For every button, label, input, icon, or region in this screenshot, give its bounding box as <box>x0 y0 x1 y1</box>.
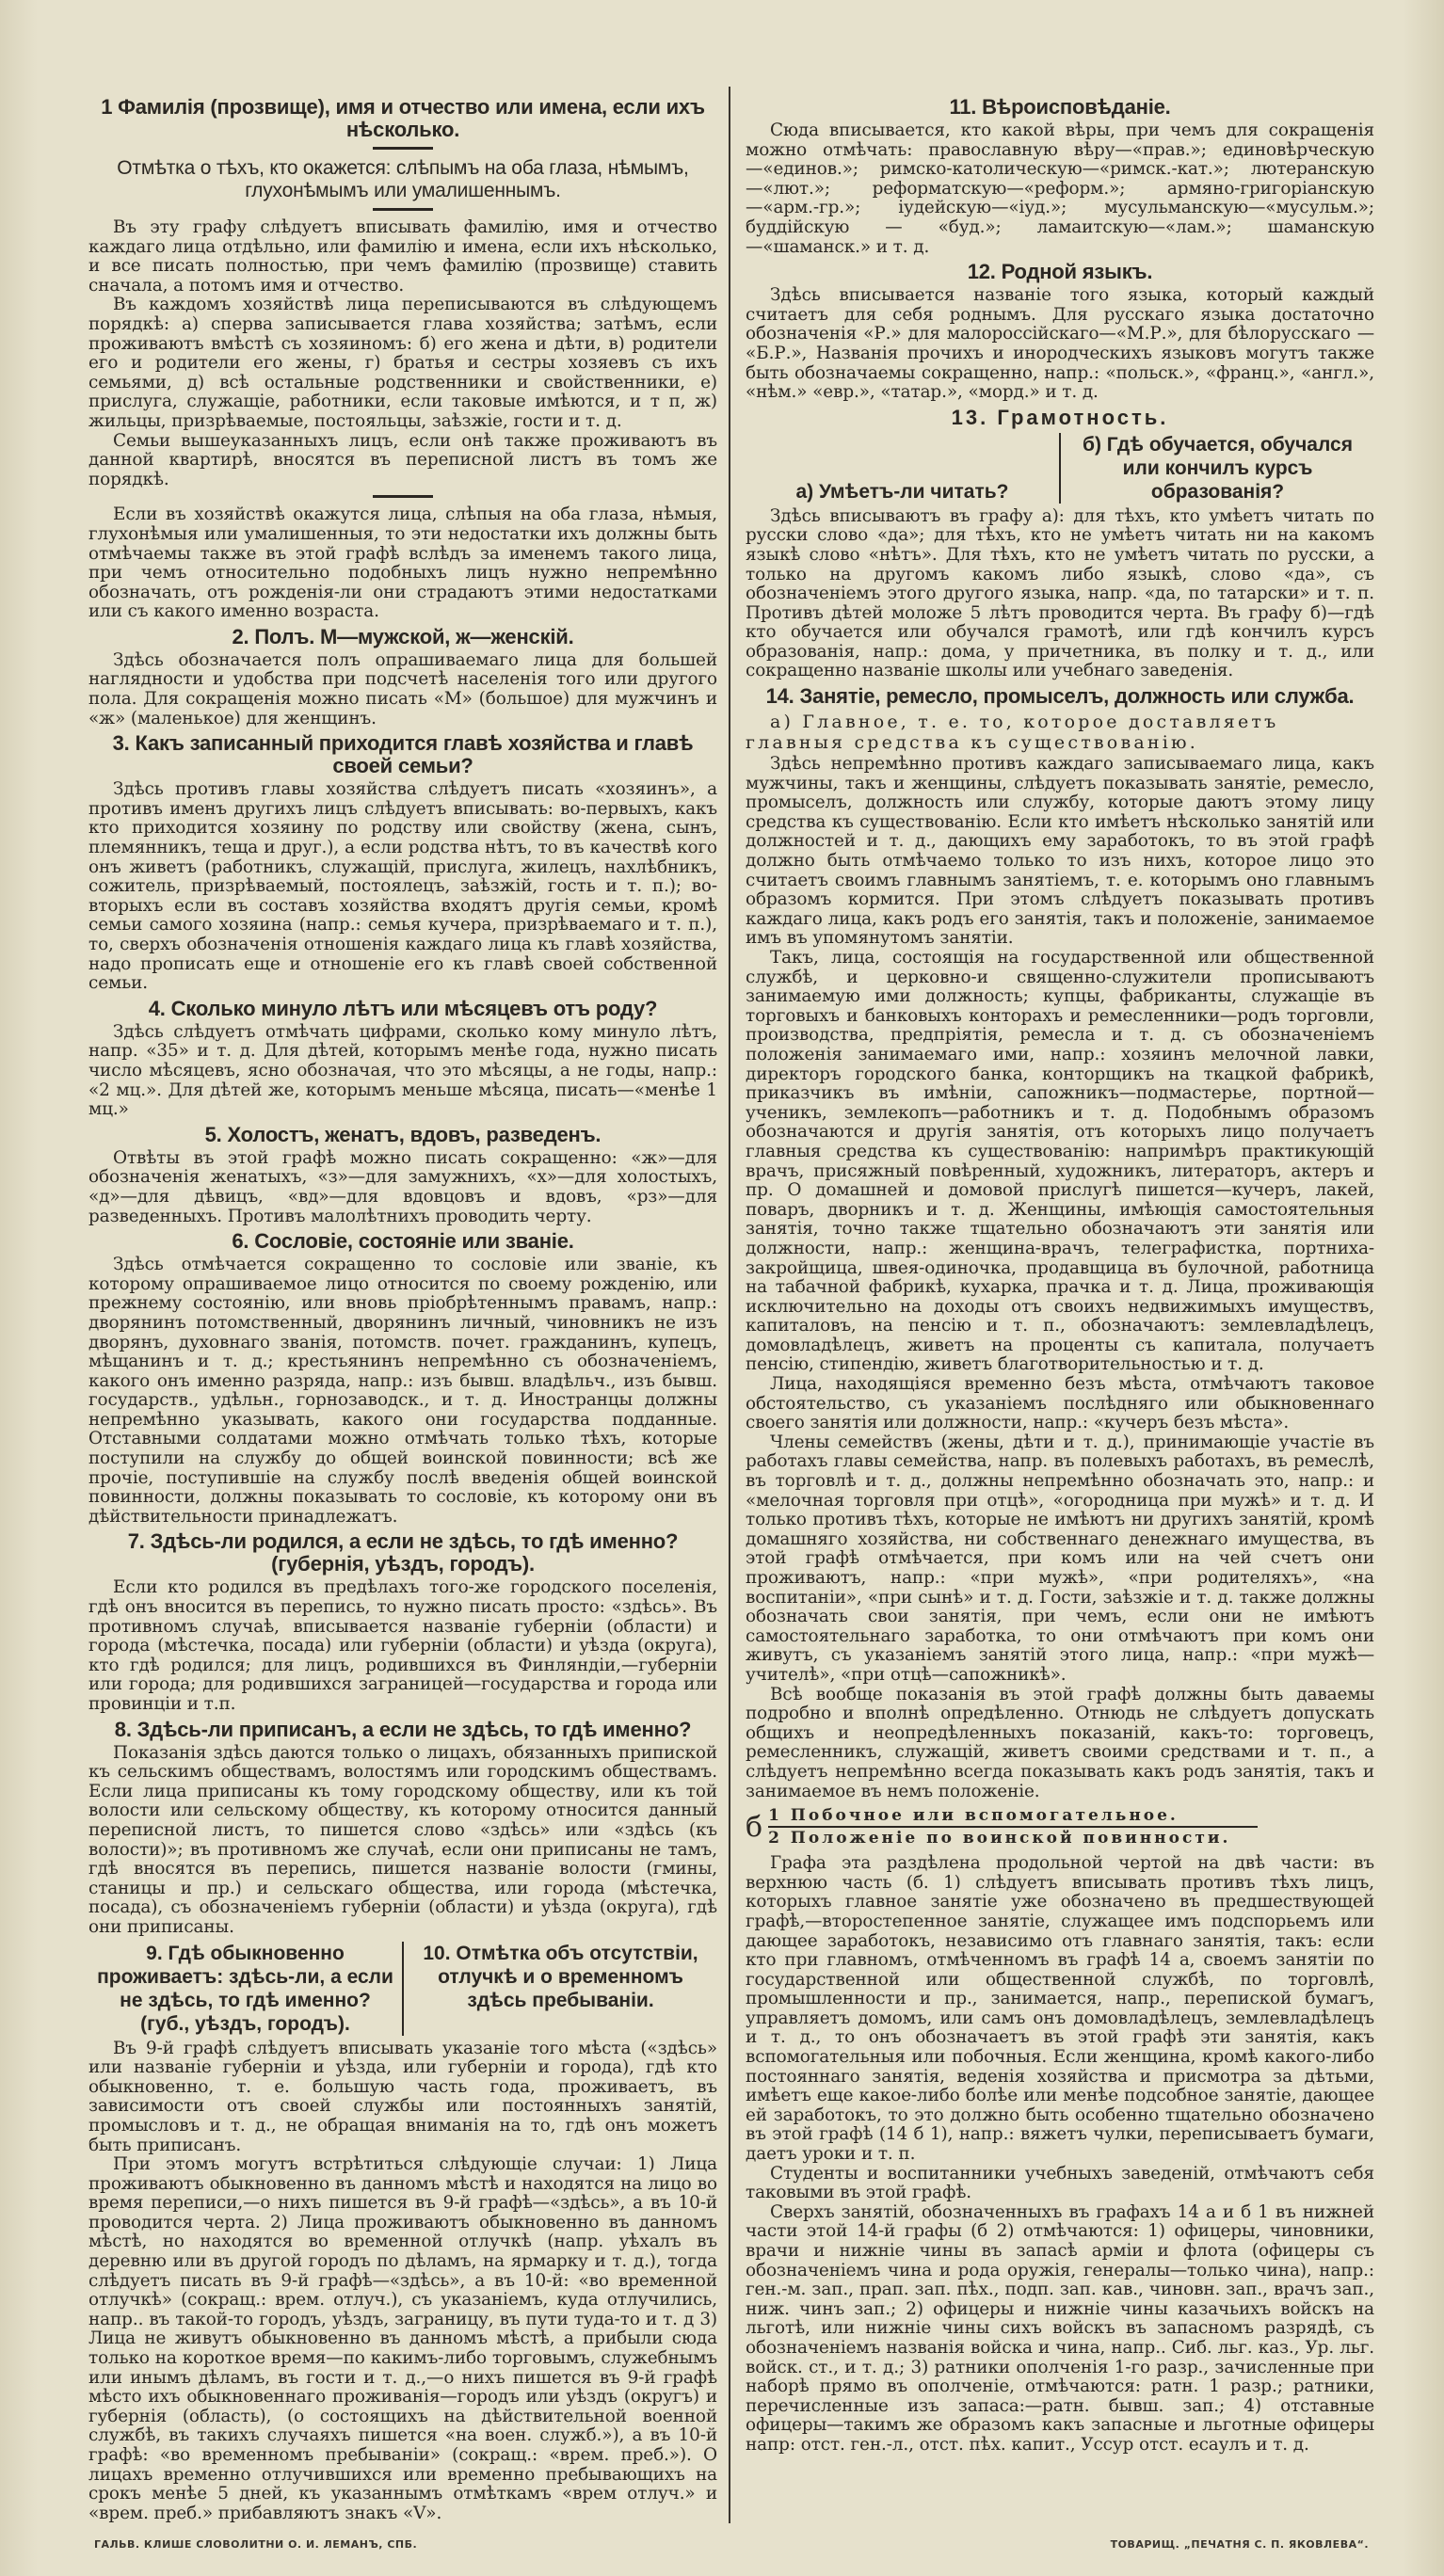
paragraph: Студенты и воспитанники учебныхъ заведеній, отмѣчаютъ себя таковыми въ этой графѣ. <box>746 2163 1374 2203</box>
paragraph: Если кто родился въ предѣлахъ того-же городского поселенія, гдѣ онъ вносится въ перепись, то нужно писать просто: «здѣсь». Въ противномъ случаѣ, вписывается названіе губерніи (области) и города (мѣстечка, посада) или губерніи (области) и уѣзда (округа), кто гдѣ родился; для лицъ, родившихся въ Финляндіи,—губерніи или города; для родившихся заграницей—государства и города или провинціи и т.п. <box>88 1577 717 1714</box>
split-heading <box>746 433 1374 504</box>
paragraph: Такъ, лица, состоящія на государственной или общественной службѣ, и церковно-и священно-служители прописываютъ занимаемую ими должность; купцы, фабриканты, служащіе въ торговыхъ и банковыхъ конторахъ и ремесленники—родъ торговли, производства, предпріятія, ремесла и т. д. съ обозначеніемъ положенія занимаемаго ими, напр.: хозяинъ мелочной лавки, директоръ городского банка, конторщикъ на ткацкой фабрикѣ, приказчикъ въ имѣніи, сапожникъ—подмастерье, портной—ученикъ, землекопъ—работникъ и т. д. Подобнымъ образомъ обозначаются и другія занятія, отъ которыхъ лицо получаетъ главныя средства къ существованію: напримѣръ практикующій врачъ, присяжный повѣренный, художникъ, литераторъ, актеръ и пр. О домашней и домовой прислугѣ пишется—кучеръ, лакей, поваръ, дворникъ и т. д. Женщины, имѣющія самостоятельныя занятія, точно также тщательно обозначаютъ эти занятія или должности, напр.: женщина-врачъ, телеграфистка, портниха-закройщица, швея-одиночка, продавщица въ булочной, работница на табачной фабрикѣ, кухарка, прачка и т. д. Лица, проживающія исключительно на доходы отъ своихъ недвижимыхъ имуществъ, капиталовъ, на пенсію и т. п., обозначаютъ: землевладѣлецъ, домовладѣлецъ, живетъ на проценты съ капитала, получаетъ пенсію, стипендію, живетъ благотворительностью и т. д. <box>746 948 1374 1375</box>
divider-rule <box>373 495 433 498</box>
paragraph: Здѣсь противъ главы хозяйства слѣдуетъ писать «хозяинъ», а противъ именъ другихъ лицъ слѣдуетъ вписывать: во-первыхъ, какъ кто приходится хозяину по родству или свойству (жена, сынъ, племянникъ, теща и друг.), а если родства нѣтъ, то въ качествѣ кого онъ живетъ (работникъ, служащій, прислуга, жилецъ, нахлѣбникъ, сожитель, призрѣваемый, постоялецъ, заѣзжій, гость и т. п.); во-вторыхъ если въ составъ хозяйства входятъ другія семьи, кромѣ семьи самого хозяина (напр.: семья кучера, призрѣваемаго и т. п.), то, сверхъ обозначенія отношенія каждаго лица къ главѣ хозяйства, надо прописать еще и отношеніе его къ главѣ своей собственной семьи. <box>88 779 717 994</box>
section-heading: 7. Здѣсь-ли родился, а если не здѣсь, то гдѣ именно? (губернія, уѣздъ, городъ). <box>127 1529 679 1576</box>
paragraph: Семьи вышеуказанныхъ лицъ, если онѣ также проживаютъ въ данной квартирѣ, вносятся въ переписной листъ въ томъ же порядкѣ. <box>88 430 717 489</box>
printer-imprint-right: ТОВАРИЩ. „ПЕЧАТНЯ С. П. ЯКОВЛЕВА“. <box>1110 2538 1369 2551</box>
paragraph: Сверхъ занятій, обозначенныхъ въ графахъ 14 а и б 1 въ нижней части этой 14-й графы (б 2) отмѣчаются: 1) офицеры, чиновники, врачи и нижніе чины въ запасѣ арміи и флота (офицеры съ обозначеніемъ чина и рода оружія, генералы—только чина), напр.: ген.-м. зап., прап. зап. пѣх., подп. зап. кав., чиновн. зап., врачъ зап., ниж. чинъ зап.; 2) офицеры и нижніе чины казачьихъ войскъ на льготѣ, или нижніе чины сихъ войскъ въ запасномъ разрядѣ, съ обозначеніемъ названія войска и чина, напр.. Сиб. льг. каз., Ур. льг. войск. ст., и т. д.; 3) ратники ополченія 1-го разр., зачисленные при наборѣ прямо въ ополченіе, отмѣчаются: ратн. 1 разр.; ратники, перечисленные изъ запаса:—ратн. бывш. зап.; 4) отставные офицеры—такимъ же образомъ какъ запасные и льготные офицеры напр: отст. ген.-л., отст. пѣх. капит., Уссур отст. есаулъ и т. д. <box>746 2201 1374 2455</box>
paragraph: Если въ хозяйствѣ окажутся лица, слѣпыя на оба глаза, нѣмыя, глухонѣмыя или умалишенныя, то эти недостатки ихъ должны быть отмѣчаемы также въ этой графѣ вслѣдъ за именемъ такого лица, при чемъ относительно подобныхъ лицъ нужно непремѣнно обозначать, отъ рожденія-ли они страдаютъ этими недостатками или съ какого именно возраста. <box>88 504 717 622</box>
split-heading-right: б) Гдѣ обучается, обучался или кончилъ курсъ образованія? <box>1083 433 1353 503</box>
subsection-item-2: 2 Положеніе по воинской повинности. <box>768 1829 1231 1848</box>
paragraph: Лица, находящіяся временно безъ мѣста, отмѣчаютъ таковое обстоятельство, съ указаніемъ послѣдняго или обыкновеннаго своего занятія или должности, напр.: «кучеръ безъ мѣста». <box>746 1374 1374 1433</box>
split-heading <box>88 1942 717 2036</box>
section-subheading: Отмѣтка о тѣхъ, кто окажется: слѣпымъ на оба глаза, нѣмымъ, глухонѣмымъ или умалишеннымъ. <box>117 157 689 201</box>
section-heading: 13. Грамотность. <box>951 405 1169 429</box>
paragraph: Члены семействъ (жены, дѣти и т. д.), принимающіе участіе въ работахъ главы семейства, напр. въ полевыхъ работахъ, въ ремеслѣ, въ торговлѣ и т. д., должны непремѣнно обозначать это, напр.: и «мелочная торговля при отцѣ», «огородница при мужѣ» и т. д. И только противъ тѣхъ, которые не имѣютъ ни другихъ занятій, кромѣ домашняго хозяйства, ни собственнаго денежнаго имущества, въ этой графѣ отмѣчается, при комъ или на чей счетъ они проживаютъ, напр.: «при мужѣ», «при родителяхъ», «на воспитаніи», «при сынѣ» и т. д. Гости, заѣзжіе и т. д. также должны обозначать свои занятія, при чемъ, если они не имѣютъ самостоятельнаго заработка, то они отмѣчаютъ при комъ они живутъ, съ указаніемъ занятій этого лица, напр.: «при мужѣ—учителѣ», «при отцѣ—сапожникѣ». <box>746 1432 1374 1685</box>
paragraph: Въ каждомъ хозяйствѣ лица переписываются въ слѣдующемъ порядкѣ: а) сперва записывается глава хозяйства; затѣмъ, если проживаютъ вмѣстѣ съ хозяиномъ: б) его жена и дѣти, в) родители его и родители его жены, г) братья и сестры хозяевъ съ ихъ семьями, д) всѣ остальные родственники и свойственники, е) прислуга, служащіе, работники, если таковые имѣются, и т п, ж) жильцы, призрѣваемые, постояльцы, заѣзжіе, гости и т. д. <box>88 295 717 431</box>
subsection-items <box>768 1805 1258 1848</box>
section-heading: 4. Сколько минуло лѣтъ или мѣсяцевъ отъ роду? <box>148 996 658 1020</box>
paragraph: Отвѣты въ этой графѣ можно писать сокращенно: «ж»—для обозначенія женатыхъ, «з»—для замужнихъ, «х»—для холостыхъ, «д»—для дѣвицъ, «вд»—для вдовцовъ и вдовъ, «рз»—для разведенныхъ. Противъ малолѣтнихъ проводить черту. <box>88 1147 717 1226</box>
left-column <box>88 92 717 2523</box>
subsection-heading: а) Главное, т. е. то, которое доставляетъ главныя средства къ существованію. <box>746 712 1279 754</box>
divider-rule <box>373 147 433 150</box>
paragraph: Въ эту графу слѣдуетъ вписывать фамилію, имя и отчество каждаго лица отдѣльно, или фамилію и имена, если ихъ нѣсколько, и все писать полностью, при чемъ фамилію (прозвище) ставить сначала, а потомъ имя и отчество. <box>88 217 717 296</box>
paragraph: Графа эта раздѣлена продольной чертой на двѣ части: въ верхнюю часть (б. 1) слѣдуетъ вписывать противъ тѣхъ лицъ, которыхъ главное занятіе уже обозначено въ предшествующей графѣ,—второстепенное занятіе, служащее имъ подспорьемъ или дающее заработокъ, независимо отъ главнаго занятія, такъ: если кто при главномъ, отмѣченномъ въ графѣ 14 а, своемъ занятіи по государственной или общественной службѣ, по торговлѣ, промышленности и пр., занимается, напр., перепиской бумагъ, управляетъ домомъ, или самъ онъ домовладѣлецъ, землевладѣлецъ и т. д., то онъ обозначаетъ въ этой графѣ эти занятія, какъ вспомогательныя или побочныя. Если женщина, кромѣ какого-либо постояннаго занятія, веденія хозяйства и присмотра за дѣтьми, имѣетъ еще какое-либо болѣе или менѣе подсобное занятіе, дающее ей заработокъ, то это должно быть особенно тщательно обозначено въ этой графѣ (14 б 1), напр.: вяжетъ чулки, переписываетъ бумаги, даетъ уроки и т. п. <box>746 1853 1374 2165</box>
section-heading: 1 Фамилія (прозвище), имя и отчество или имена, если ихъ нѣсколько. <box>101 95 705 141</box>
section-heading: 2. Полъ. М—мужской, ж—женскій. <box>232 624 574 648</box>
paragraph: Здѣсь непремѣнно противъ каждаго записываемаго лица, какъ мужчины, такъ и женщины, слѣдуетъ показывать занятіе, ремесло, промыселъ, должность или службу, которые даютъ этому лицу средства къ существованію. Если кто имѣетъ нѣсколько занятій или должностей и т. д., дающихъ ему заработокъ, то въ этой графѣ должно быть отмѣчаемо только то изъ нихъ, которое лицо это считаетъ своимъ главнымъ занятіемъ, т. е. которымъ оно главнымъ образомъ кормится. При этомъ слѣдуетъ показывать противъ каждаго лица, какъ родъ его занятія, такъ и положеніе, занимаемое имъ въ упомянутомъ занятіи. <box>746 754 1374 949</box>
split-heading-left: 9. Гдѣ обыкновенно проживаетъ: здѣсь-ли, а если не здѣсь, то гдѣ именно? (губ., уѣздъ, городъ). <box>88 1942 404 2036</box>
paragraph: Показанія здѣсь даются только о лицахъ, обязанныхъ припиской къ сельскимъ обществамъ, волостямъ или городскимъ обществамъ. Если лица приписаны къ тому городскому обществу, или къ той волости или сельскому обществу, къ которому относится данный переписной листъ, то пишется слово «здѣсь» или «здѣсь (къ волости)»; въ противномъ же случаѣ, если они приписаны не тамъ, гдѣ вносятся въ перепись, пишется названіе волости (гмины, станицы и пр.) и сельскаго общества, или города (мѣстечка, посада), съ обозначеніемъ губерніи (области) и уѣзда (округа), гдѣ они приписаны. <box>88 1742 717 1937</box>
paragraph: Въ 9-й графѣ слѣдуетъ вписывать указаніе того мѣста («здѣсь» или названіе губерніи и уѣзда, или губерніи и города), гдѣ кто обыкновенно, т. е. большую часть года, проживаетъ, въ зависимости отъ своей службы или постоянныхъ занятій, промысловъ и т. д., не обращая вниманія на то, гдѣ онъ можетъ быть приписанъ. <box>88 2038 717 2155</box>
section-heading: 12. Родной языкъ. <box>967 260 1153 284</box>
section-heading: 8. Здѣсь-ли приписанъ, а если не здѣсь, то гдѣ именно? <box>114 1717 692 1741</box>
section-heading: 14. Занятіе, ремесло, промыселъ, должность или служба. <box>765 684 1355 709</box>
paragraph: Здѣсь обозначается полъ опрашиваемаго лица для большей наглядности и удобства при подсчетѣ населенія того или другого пола. Для сокращенія можно писать «М» (большое) для мужчинъ и «ж» (маленькое) для женщинъ. <box>88 649 717 728</box>
split-heading-left: а) Умѣетъ-ли читать? <box>746 433 1061 504</box>
split-heading-right: 10. Отмѣтка объ отсутствіи, отлучкѣ и о временномъ здѣсь пребываніи. <box>423 1942 698 2011</box>
subsection-item-1: 1 Побочное или вспомогательное. <box>768 1805 1258 1828</box>
column-divider <box>729 87 730 2523</box>
right-column <box>746 92 1374 2456</box>
paragraph: При этомъ могутъ встрѣтиться слѣдующіе случаи: 1) Лица проживаютъ обыкновенно въ данномъ мѣстѣ и находятся на лицо во время переписи,—о нихъ пишется въ 9-й графѣ—«здѣсь», а въ 10-й проводится черта. 2) Лица проживаютъ обыкновенно въ данномъ мѣстѣ, но находятся во временной отлучкѣ (напр. уѣхалъ въ деревню или въ другой городъ по дѣламъ, на ярмарку и т. д.), тогда слѣдуетъ писать въ 9-й графѣ—«здѣсь», а въ 10-й: «во временной отлучкѣ» (сокращ.: врем. отлуч.), съ указаніемъ, куда отлучились, напр.. въ такой-то городъ, уѣздъ, заграницу, въ пути туда-то и т. д 3) Лица не живутъ обыкновенно въ данномъ мѣстѣ, а прибыли сюда только на короткое время—по какимъ-либо торговымъ, служебнымъ или инымъ дѣламъ, въ гости и т. д.,—о нихъ пишется въ 9-й графѣ мѣсто ихъ обыкновеннаго проживанія—городъ или уѣздъ (округъ) и губернія (область), (о состоящихъ на дѣйствительной военной службѣ, въ такихъ случаяхъ пишется «на воен. служб.»), а въ 10-й графѣ: «во временномъ пребываніи» (сокращ.: «врем. преб.»). О лицахъ временно отлучившихся или временно пребывающихъ на срокъ менѣе 5 дней, къ указаннымъ отмѣткамъ «врем отлуч.» и «врем. преб.» прибавляютъ знакъ «V». <box>88 2154 717 2523</box>
printer-imprint-left: ГАЛЬВ. КЛИШЕ СЛОВОЛИТНИ О. И. ЛЕМАНЪ, СПБ. <box>94 2538 418 2551</box>
section-heading: 5. Холостъ, женатъ, вдовъ, разведенъ. <box>204 1122 602 1146</box>
paragraph: Здѣсь отмѣчается сокращенно то сословіе или званіе, къ которому опрашиваемое лицо относится по своему рожденію, или прежнему состоянію, или вновь пріобрѣтеннымъ правамъ, напр.: дворянинъ потомственный, дворянинъ личный, чиновникъ не изъ дворянъ, духовнаго званія, потомств. почет. гражданинъ, купецъ, мѣщанинъ и т. д.; крестьянинъ непремѣнно съ обозначеніемъ, какого онъ именно разряда, напр.: изъ бывш. владѣльч., изъ бывш. государств., удѣльн., горнозаводск., и т. д. Иностранцы должны непремѣнно указывать, какого они государства подданные. Отставными солдатами можно отмѣчать только тѣхъ, которые поступили на службу до общей воинской повинности; всѣ же прочіе, поступившіе на службу послѣ введенія общей воинской повинности, должны показывать то сословіе, къ которому они въ дѣйствительности принадлежатъ. <box>88 1255 717 1527</box>
section-heading: 6. Сословіе, состояніе или званіе. <box>232 1229 574 1254</box>
paragraph: Всѣ вообще показанія въ этой графѣ должны быть даваемы подробно и вполнѣ опредѣленно. Отнюдь не слѣдуетъ допускать общихъ и неопредѣленныхъ показаній, какъ-то: торговецъ, ремесленникъ, служащій, живетъ своими средствами и т. п., а слѣдуетъ непремѣнно всегда показывать какъ родъ занятія, такъ и занимаемое въ немъ положеніе. <box>746 1684 1374 1801</box>
paragraph: Сюда вписывается, кто какой вѣры, при чемъ для сокращенія можно отмѣчать: православную вѣру—«прав.»; единовѣрческую—«единов.»; римско-католическую—«римск.-кат.»; лютеранскую—«лют.»; реформатскую—«реформ.»; армяно-григоріанскую—«арм.-гр.»; іудейскую—«іуд.»; мусульманскую—«мусульм.»; буддійскую — «буд.»; ламаитскую—«лам.»; шаманскую—«шаманск.» и т. д. <box>746 120 1374 257</box>
paragraph: Здѣсь слѣдуетъ отмѣчать цифрами, сколько кому минуло лѣтъ, напр. «35» и т. д. Для дѣтей, которымъ менѣе года, нужно писать число мѣсяцевъ, ясно обозначая, что это мѣсяцы, а не годы, напр.: «2 мц.». Для дѣтей же, которымъ меньше мѣсяца, писать—«менѣе 1 мц.» <box>88 1021 717 1120</box>
subsection-letter: б <box>746 1810 763 1844</box>
section-heading: 11. Вѣроисповѣданіе. <box>949 95 1171 119</box>
subsection-b-heading <box>746 1805 1374 1848</box>
divider-rule <box>373 208 433 211</box>
paragraph: Здѣсь вписывается названіе того языка, который каждый считаетъ для себя роднымъ. Для русскаго языка достаточно обозначенія «Р.» для малороссійскаго—«М.Р.», для бѣлорусскаго — «Б.Р.», Названія прочихъ и инородческихъ языковъ могутъ также быть обозначаемы сокращенно, напр.: «польск.», «франц.», «англ.», «нѣм.» «евр.», «татар.», «морд.» и т. д. <box>746 285 1374 403</box>
paragraph: Здѣсь вписываютъ въ графу а): для тѣхъ, кто умѣетъ читать по русски слово «да»; для тѣхъ, кто не умѣетъ читать ни на какомъ языкѣ слово «нѣтъ». Для тѣхъ, кто не умѣетъ читать по русски, а только на другомъ какомъ либо языкѣ, слово «да», съ обозначеніемъ этого другого языка, напр. «да, по татарски» и т. п. Противъ дѣтей моложе 5 лѣтъ проводится черта. Въ графу б)—гдѣ кто обучается или обучался грамотѣ, или гдѣ кончилъ курсъ образованія, напр.: дома, у причетника, въ полку и т. д., или сокращенно названіе школы или учебнаго заведенія. <box>746 505 1374 681</box>
section-heading: 3. Какъ записанный приходится главѣ хозяйства и главѣ своей семьи? <box>112 731 694 778</box>
